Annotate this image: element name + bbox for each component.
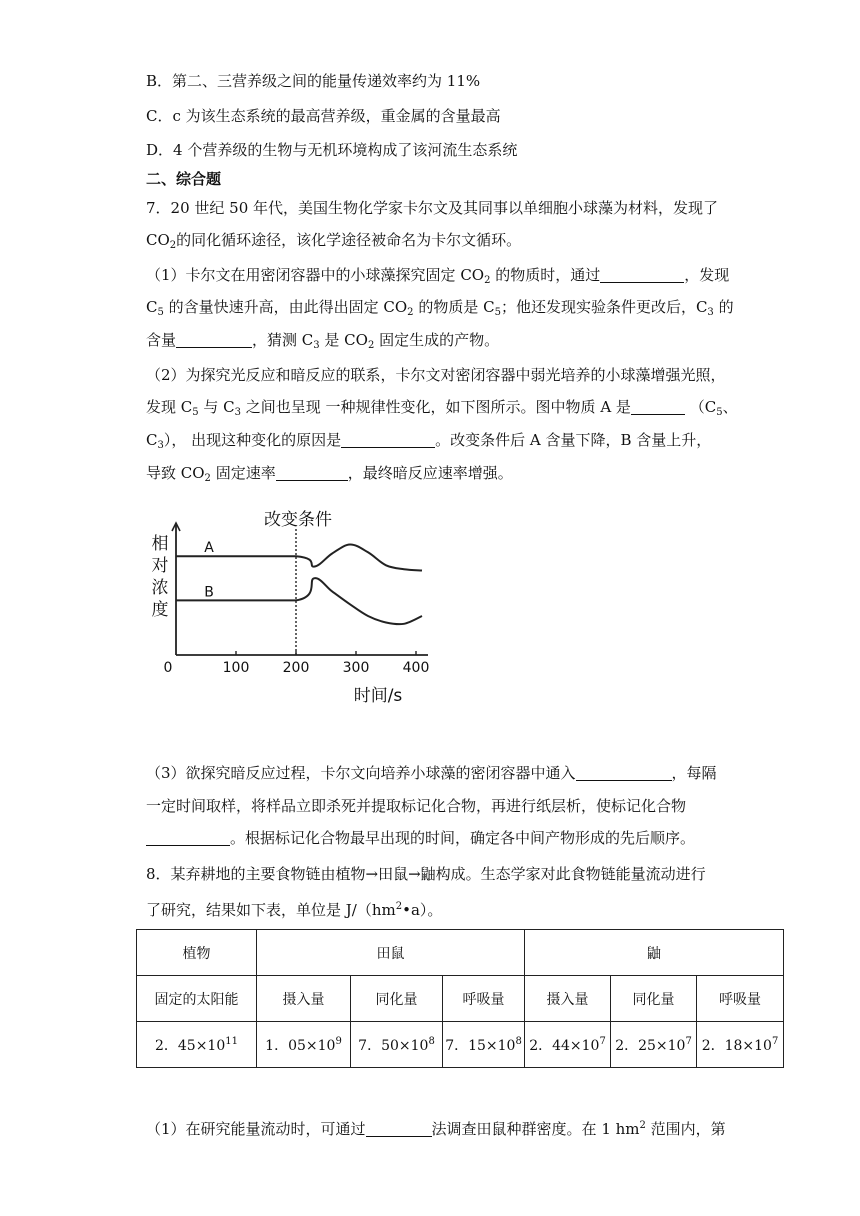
q8-part1-line1: （1）在研究能量流动时，可通过 法调查田鼠种群密度。在 1 $hm^2$ 范围内，第 [146,1120,726,1138]
x-tick-label: 400 [402,660,430,676]
table-row [137,1022,784,1068]
value-cell: 2．$44\times 10^7$ [525,1022,611,1068]
x-tick-label: 300 [342,660,370,676]
answer-blank [366,1122,432,1137]
option-b: B．第二、三营养级之间的能量传递效率约为 11% [146,72,481,90]
value-cell: 2．$45\times 10^{11}$ [137,1022,257,1068]
subheader-cell: 呼吸量 [443,976,525,1022]
q7-part3-line3: 。根据标记化合物最早出现的时间，确定各中间产物形成的先后顺序。 [146,828,695,848]
y-axis-label-char: 度 [151,600,169,620]
subheader-cell: 摄入量 [525,976,611,1022]
y-axis-label-char: 对 [151,556,169,576]
q7-part1-line1: （1）卡尔文在用密闭容器中的小球藻探究固定 $CO_2$ 的物质时，通过 ，发现 [146,266,730,286]
subheader-cell: 同化量 [611,976,697,1022]
q7-part2-line2: 发现 $C_5$ 与 $C_3$ 之间也呈现 一种规律性变化，如下图所示。图中物质 A 是 （$C_5$、 [146,398,738,418]
header-plant: 植物 [137,930,257,976]
answer-blank [276,466,348,481]
series-B-label: B [204,584,214,601]
q8-intro-line1: 8．某弃耕地的主要食物链由植物→田鼠→鼬构成。生态学家对此食物链能量流动进行 [146,865,706,883]
x-tick-label: 0 [163,660,173,676]
value-cell: 2．$25\times 10^7$ [611,1022,697,1068]
y-axis-label-char: 浓 [151,578,169,598]
section-title: 二、综合题 [146,170,222,188]
x-tick-label: 200 [282,660,310,676]
value-cell: 1．$05\times 10^9$ [257,1022,351,1068]
header-weasel: 鼬 [525,930,784,976]
q8-intro-line2: 了研究，结果如下表，单位是 $J/(hm^2•a)$。 [146,901,443,919]
x-axis-label: 时间/s [353,686,403,706]
answer-blank [576,766,672,781]
table-header-row [137,930,784,976]
option-d: D．4 个营养级的生物与无机环境构成了该河流生态系统 [146,141,518,159]
q7-intro-line1: 7．20 世纪 50 年代，美国生物化学家卡尔文及其同事以单细胞小球藻为材料，发现了 [146,199,719,217]
change-condition-label: 改变条件 [264,510,332,530]
answer-blank [341,433,435,448]
q7-part2-line1: （2）为探究光反应和暗反应的联系，卡尔文对密闭容器中弱光培养的小球藻增强光照， [146,366,726,384]
q7-part2-line4: 导致 $CO_2$ 固定速率 ，最终暗反应速率增强。 [146,464,513,484]
q7-part1-line2: $C_5$ 的含量快速升高，由此得出固定 $CO_2$ 的物质是 $C_5$；他还发现实验条件更改后，$C_3$ 的 [146,298,734,318]
option-c: C．c 为该生态系统的最高营养级，重金属的含量最高 [146,107,501,125]
answer-blank [600,268,684,283]
subheader-cell: 摄入量 [257,976,351,1022]
q7-part3-line2: 一定时间取样，将样品立即杀死并提取标记化合物，再进行纸层析，使标记化合物 [146,797,687,815]
q7-part3-line1: （3）欲探究暗反应过程，卡尔文向培养小球藻的密闭容器中通入 ，每隔 [146,764,717,782]
energy-table [136,929,784,1068]
chart-labels [152,510,430,706]
table-subheader-row [137,976,784,1022]
subheader-cell: 固定的太阳能 [137,976,257,1022]
x-tick-label: 100 [222,660,250,676]
series-A-label: A [204,540,214,557]
q7-part2-line3: $C_3$）， 出现这种变化的原因是 。改变条件后 A 含量下降，B 含量上升， [146,431,712,451]
value-cell: 2．$18\times 10^7$ [697,1022,784,1068]
answer-blank [176,333,252,348]
value-cell: 7．$50\times 10^8$ [351,1022,443,1068]
answer-blank [146,831,230,846]
value-cell: 7．$15\times 10^8$ [443,1022,525,1068]
answer-blank [631,400,685,415]
subheader-cell: 呼吸量 [697,976,784,1022]
q7-intro-line2: $CO_2$的同化循环途径，该化学途径被命名为卡尔文循环。 [146,231,522,251]
subheader-cell: 同化量 [351,976,443,1022]
q7-part1-line3: 含量 ，猜测 $C_3$ 是 $CO_2$ 固定生成的产物。 [146,331,500,351]
header-field-mouse: 田鼠 [257,930,525,976]
concentration-chart [140,505,430,715]
y-axis-label-char: 相 [151,534,169,554]
